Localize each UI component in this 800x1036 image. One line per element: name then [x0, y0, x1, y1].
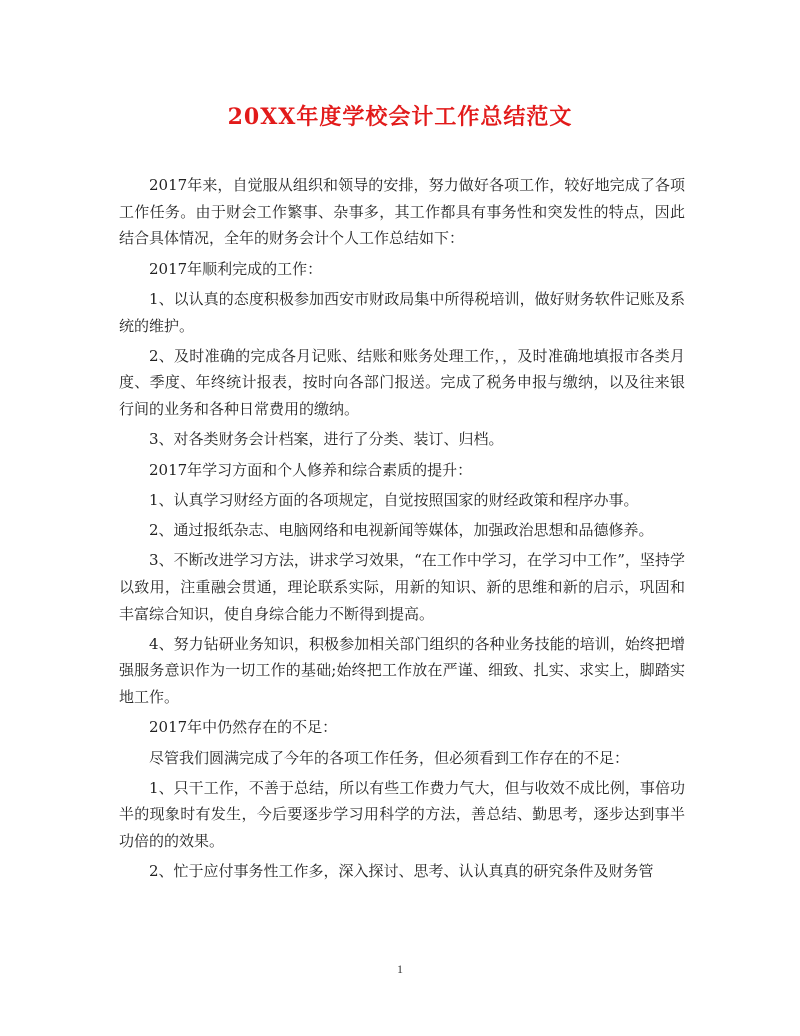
page-number: 1: [397, 962, 403, 976]
paragraph: 2017年来，自觉服从组织和领导的安排，努力做好各项工作，较好地完成了各项工作任务。由于财会工作繁事、杂事多，其工作都具有事务性和突发性的特点，因此结合具体情况，全年的财务会计个人工作总结如下：: [119, 176, 685, 248]
paragraph: 2、通过报纸杂志、电脑网络和电视新闻等媒体，加强政治思想和品德修养。: [149, 520, 654, 539]
document-title: 20XX年度学校会计工作总结范文: [227, 104, 573, 130]
paragraph: 2、及时准确的完成各月记账、结账和账务处理工作，，及时准确地填报市各类月度、季度、年终统计报表，按时向各部门报送。完成了税务申报与缴纳，以及往来银行间的业务和各种日常费用的缴纳。: [119, 346, 685, 419]
paragraph: 1、认真学习财经方面的各项规定，自觉按照国家的财经政策和程序办事。: [149, 490, 639, 509]
paragraph: 3、对各类财务会计档案，进行了分类、装订、归档。: [149, 430, 504, 449]
paragraph: 2017年学习方面和个人修养和综合素质的提升：: [149, 460, 473, 479]
document-body: [119, 172, 685, 889]
paragraph: 4、努力钻研业务知识，积极参加相关部门组织的各种业务技能的培训，始终把增强服务意识作为一切工作的基础;始终把工作放在严谨、细致、扎实、求实上，脚踏实地工作。: [119, 634, 685, 707]
paragraph: 1、以认真的态度积极参加西安市财政局集中所得税培训，做好财务软件记账及系统的维护。: [119, 289, 685, 335]
paragraph: 2017年顺利完成的工作：: [149, 259, 323, 278]
paragraph: 1、只干工作，不善于总结，所以有些工作费力气大，但与收效不成比例，事倍功半的现象时有发生，今后要逐步学习用科学的方法，善总结、勤思考，逐步达到事半功倍的的效果。: [119, 778, 685, 851]
paragraph: 3、不断改进学习方法，讲求学习效果，“在工作中学习，在学习中工作”，坚持学以致用，注重融会贯通，理论联系实际，用新的知识、新的思维和新的启示，巩固和丰富综合知识，使自身综合能力不断得到提高。: [119, 551, 685, 623]
paragraph: 尽管我们圆满完成了今年的各项工作任务，但必须看到工作存在的不足：: [149, 748, 630, 767]
paragraph: 2017年中仍然存在的不足：: [149, 718, 338, 737]
paragraph: 2、忙于应付事务性工作多，深入探讨、思考、认认真真的研究条件及财务管: [149, 862, 654, 881]
